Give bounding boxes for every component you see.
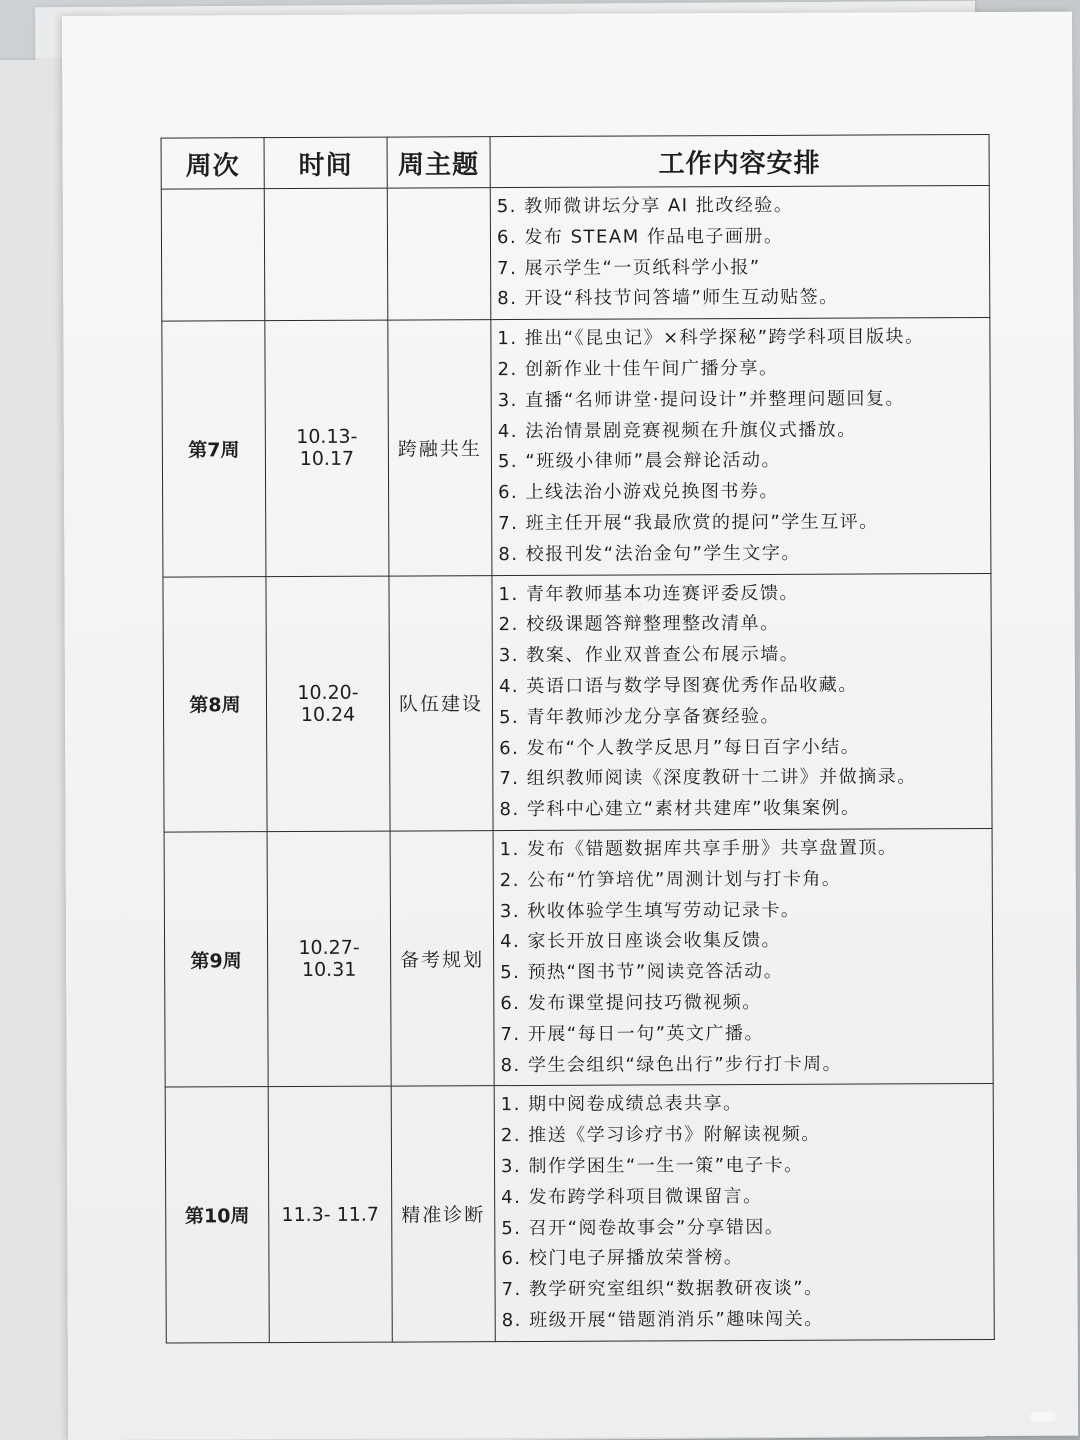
content-item: 3. 制作学困生“一生一策”电子卡。 (500, 1154, 804, 1178)
content-item: 7. 组织教师阅读《深度教研十二讲》并做摘录。 (499, 766, 917, 790)
theme-cell: 备考规划 (390, 831, 494, 1087)
week-cell: 第8周 (163, 576, 267, 832)
content-item: 4. 发布跨学科项目微课留言。 (501, 1185, 763, 1208)
content-item: 4. 英语口语与数学导图赛优秀作品收藏。 (498, 674, 858, 698)
content-item: 2. 创新作业十佳午间广播分享。 (497, 357, 779, 381)
watermark-mark (1030, 1412, 1056, 1422)
content-item: 1. 期中阅卷成绩总表共享。 (500, 1093, 743, 1116)
content-item: 8. 校报刊发“法治金句”学生文字。 (498, 542, 801, 565)
content-item: 5. 教师微讲坛分享 AI 批改经验。 (496, 194, 794, 218)
content-cell (490, 185, 990, 319)
schedule-table (161, 134, 995, 1343)
week-cell: 第9周 (164, 832, 268, 1088)
content-item: 3. 秋收体验学生填写劳动记录卡。 (499, 899, 801, 922)
date-cell: 10.27- 10.31 (267, 831, 391, 1087)
content-item: 6. 发布“个人教学反思月”每日百字小结。 (499, 736, 861, 759)
date-cell: 10.20- 10.24 (266, 576, 390, 832)
header-date: 时间 (264, 137, 387, 189)
content-cell (493, 828, 993, 1086)
content-item: 6. 校门电子屏播放荣誉榜。 (501, 1247, 744, 1270)
date-cell: 10.13- 10.17 (265, 320, 389, 576)
content-item: 8. 学科中心建立“素材共建库”收集案例。 (499, 797, 861, 821)
content-item: 8. 学生会组织“绿色出行”步行打卡周。 (500, 1053, 843, 1076)
content-item: 4. 家长开放日座谈会收集反馈。 (499, 930, 781, 953)
content-item: 6. 发布课堂提问技巧微视频。 (500, 991, 762, 1015)
document-page (62, 12, 1078, 1440)
content-item: 2. 公布“竹笋培优”周测计划与打卡角。 (499, 868, 842, 891)
week-cell (161, 189, 265, 322)
theme-cell: 跨融共生 (388, 320, 492, 576)
table-header-row (161, 134, 989, 189)
content-item: 1. 青年教师基本功连赛评委反馈。 (498, 582, 799, 605)
content-item: 3. 教案、作业双普查公布展示墙。 (498, 643, 800, 667)
date-cell: 11.3- 11.7 (268, 1086, 392, 1342)
content-cell (491, 318, 991, 576)
table-row (163, 573, 992, 832)
content-item: 5. 青年教师沙龙分享备赛经验。 (499, 705, 781, 728)
week-cell: 第10周 (165, 1087, 269, 1343)
header-week: 周次 (161, 138, 264, 189)
content-item: 6. 发布 STEAM 作品电子画册。 (496, 225, 784, 248)
content-item: 5. “班级小律师”晨会辩论活动。 (497, 450, 782, 473)
table-row (164, 828, 993, 1087)
table-body (161, 185, 994, 1342)
theme-cell (387, 188, 491, 321)
content-item: 6. 上线法治小游戏兑换图书券。 (498, 481, 780, 504)
content-item: 8. 开设“科技节问答墙”师生互动贴签。 (497, 287, 839, 310)
content-item: 2. 推送《学习诊疗书》附解读视频。 (500, 1123, 821, 1147)
content-item: 3. 直播“名师讲堂·提问设计”并整理问题回复。 (497, 388, 906, 411)
theme-cell: 精准诊断 (391, 1086, 495, 1342)
content-cell (494, 1084, 994, 1342)
theme-cell: 队伍建设 (389, 575, 493, 831)
content-item: 5. 召开“阅卷故事会”分享错因。 (501, 1216, 785, 1239)
content-cell (492, 573, 992, 831)
content-item: 1. 发布《错题数据库共享手册》共享盘置顶。 (499, 837, 898, 861)
header-content: 工作内容安排 (490, 134, 989, 187)
content-item: 7. 开展“每日一句”英文广播。 (500, 1022, 765, 1045)
content-item: 1. 推出“《昆虫记》×科学探秘”跨学科项目版块。 (497, 326, 925, 350)
table-row (162, 318, 991, 577)
week-cell: 第7周 (162, 321, 266, 577)
table-row (165, 1084, 994, 1343)
content-item: 5. 预热“图书节”阅读竞答活动。 (500, 960, 784, 984)
content-item: 7. 展示学生“一页纸科学小报” (497, 256, 761, 279)
content-item: 7. 教学研究室组织“数据教研夜谈”。 (501, 1277, 824, 1301)
content-item: 8. 班级开展“错题消消乐”趣味闯关。 (501, 1308, 824, 1331)
content-item: 4. 法治情景剧竞赛视频在升旗仪式播放。 (497, 419, 857, 442)
content-item: 7. 班主任开展“我最欣赏的提问”学生互评。 (498, 511, 879, 535)
background-paper-edge (0, 60, 70, 1440)
header-theme: 周主题 (387, 137, 490, 188)
content-item: 2. 校级课题答辩整理整改清单。 (498, 613, 780, 636)
date-cell (264, 188, 388, 321)
table-row (161, 185, 990, 321)
